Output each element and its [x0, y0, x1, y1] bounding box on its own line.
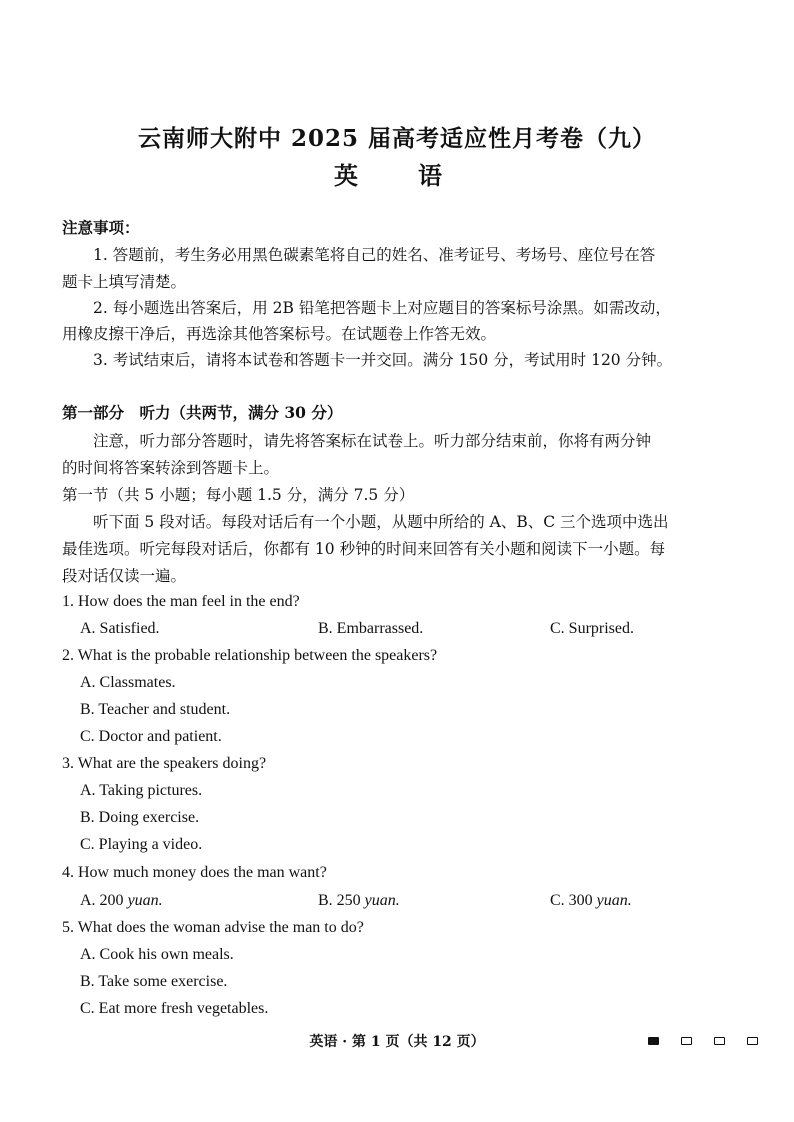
notice-heading: 注意事项：	[62, 218, 140, 237]
notice-line: 用橡皮擦干净后，再选涂其他答案标号。在试题卷上作答无效。	[62, 325, 497, 343]
option-amount: A. 200	[80, 892, 124, 909]
question-option: B. Teacher and student.	[80, 701, 231, 718]
page-footer: 英语 · 第 1 页（共 12 页）	[309, 1034, 485, 1050]
section1-intro-line: 听下面 5 段对话。每段对话后有一个小题，从题中所给的 A、B、C 三个选项中选出	[93, 513, 669, 531]
section1-heading: 第一节（共 5 小题；每小题 1.5 分，满分 7.5 分）	[62, 486, 415, 504]
filled-square-mark	[648, 1037, 659, 1045]
question-stem: 3. What are the speakers doing?	[62, 755, 267, 772]
square-mark	[714, 1037, 725, 1045]
section1-intro-line: 最佳选项。听完每段对话后，你都有 10 秒钟的时间来回答有关小题和阅读下一小题。每	[62, 540, 666, 558]
option-unit: yuan.	[596, 892, 632, 909]
notice-line: 题卡上填写清楚。	[62, 273, 187, 291]
subject-title: 英 语	[334, 161, 460, 190]
notice-line: 3. 考试结束后，请将本试卷和答题卡一并交回。满分 150 分，考试用时 120 分钟。	[93, 351, 673, 369]
question-option: B. Take some exercise.	[80, 973, 228, 990]
question-option: C. Playing a video.	[80, 836, 203, 853]
question-stem: 2. What is the probable relationship between the speakers?	[62, 647, 438, 664]
question-stem: 1. How does the man feel in the end?	[62, 593, 300, 610]
question-option: B. Doing exercise.	[80, 809, 200, 826]
exam-title: 云南师大附中 2025 届高考适应性月考卷（九）	[137, 125, 657, 152]
question-option	[318, 891, 400, 911]
option-unit: yuan.	[364, 892, 400, 909]
notice-line: 1. 答题前，考生务必用黑色碳素笔将自己的姓名、准考证号、考场号、座位号在答	[93, 246, 656, 264]
question-option: A. Satisfied.	[80, 620, 160, 637]
notice-line: 2. 每小题选出答案后，用 2B 铅笔把答题卡上对应题目的答案标号涂黑。如需改动，	[93, 299, 671, 317]
option-unit: yuan.	[127, 892, 163, 909]
question-option: A. Taking pictures.	[80, 782, 203, 799]
question-stem: 5. What does the woman advise the man to do?	[62, 919, 364, 936]
question-option: A. Cook his own meals.	[80, 946, 234, 963]
question-option: B. Embarrassed.	[318, 620, 424, 637]
square-mark	[681, 1037, 692, 1045]
option-amount: C. 300	[550, 892, 593, 909]
question-stem: 4. How much money does the man want?	[62, 864, 327, 881]
question-option: C. Surprised.	[550, 620, 634, 637]
question-option: C. Eat more fresh vegetables.	[80, 1000, 269, 1017]
part1-intro-line: 的时间将答案转涂到答题卡上。	[62, 459, 280, 477]
question-option	[80, 891, 163, 911]
square-mark	[747, 1037, 758, 1045]
question-option: C. Doctor and patient.	[80, 728, 222, 745]
question-option	[550, 891, 632, 911]
section1-intro-line: 段对话仅读一遍。	[62, 567, 187, 585]
question-option: A. Classmates.	[80, 674, 176, 691]
option-amount: B. 250	[318, 892, 361, 909]
part1-heading: 第一部分 听力（共两节，满分 30 分）	[62, 403, 343, 422]
part1-intro-line: 注意，听力部分答题时，请先将答案标在试卷上。听力部分结束前，你将有两分钟	[93, 432, 652, 450]
